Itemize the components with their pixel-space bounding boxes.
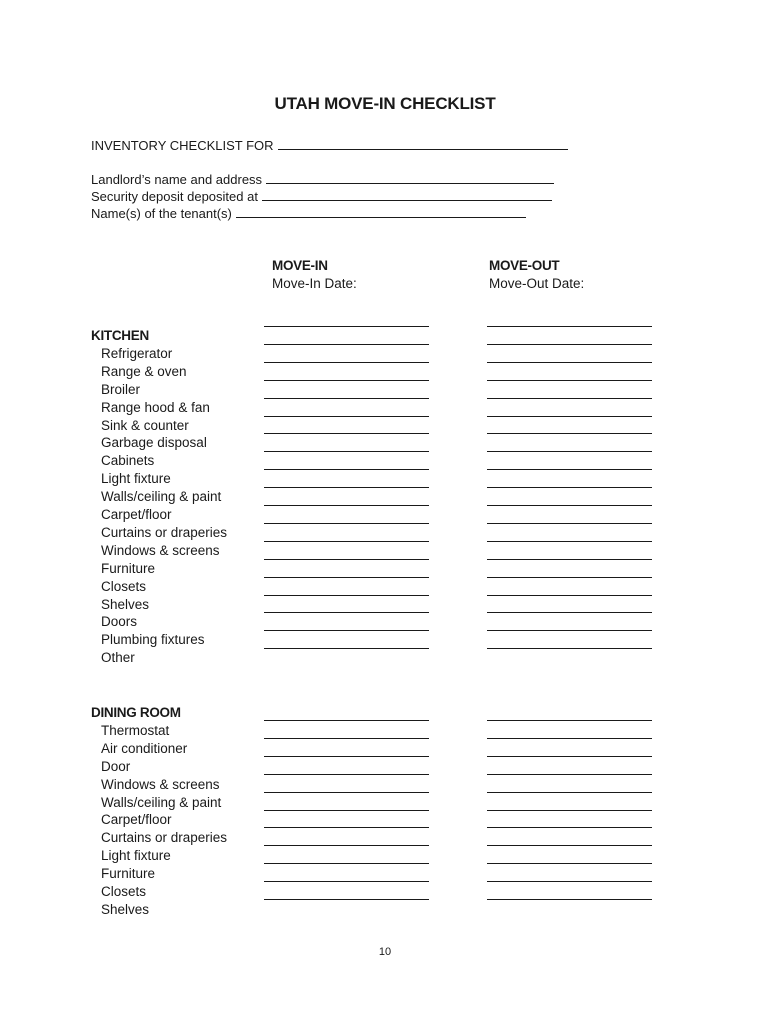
checklist-item: Light fixture (101, 471, 171, 486)
move-out-blank-line[interactable] (487, 523, 652, 524)
move-out-blank-line[interactable] (487, 380, 652, 381)
move-in-blank-line[interactable] (264, 362, 429, 363)
move-in-blank-line[interactable] (264, 881, 429, 882)
checklist-item: Curtains or draperies (101, 525, 228, 540)
move-in-blank-line[interactable] (264, 630, 429, 631)
move-out-blank-line[interactable] (487, 362, 652, 363)
checklist-item: Doors (101, 614, 138, 629)
checklist-item: Refrigerator (101, 346, 173, 361)
move-out-blank-line[interactable] (487, 845, 652, 846)
move-out-blank-line[interactable] (487, 398, 652, 399)
checklist-item: Shelves (101, 902, 150, 917)
checklist-item: Curtains or draperies (101, 830, 228, 845)
deposit-label: Security deposit deposited at (91, 189, 258, 204)
checklist-item: Carpet/floor (101, 812, 172, 827)
move-out-blank-line[interactable] (487, 899, 652, 900)
checklist-item: Range & oven (101, 364, 187, 379)
move-out-blank-line[interactable] (487, 827, 652, 828)
landlord-blank[interactable] (266, 183, 554, 184)
move-out-blank-line[interactable] (487, 810, 652, 811)
move-in-blank-line[interactable] (264, 756, 429, 757)
inventory-line (91, 138, 568, 153)
move-in-blank-line[interactable] (264, 612, 429, 613)
move-out-blank-line[interactable] (487, 416, 652, 417)
checklist-item: Range hood & fan (101, 400, 210, 415)
checklist-item: Thermostat (101, 723, 170, 738)
checklist-item: Walls/ceiling & paint (101, 489, 222, 504)
move-in-blank-line[interactable] (264, 810, 429, 811)
landlord-line (91, 172, 554, 187)
move-in-blank-line[interactable] (264, 433, 429, 434)
tenant-label: Name(s) of the tenant(s) (91, 206, 232, 221)
move-out-blank-line[interactable] (487, 433, 652, 434)
move-in-blank-line[interactable] (264, 559, 429, 560)
move-in-blank-line[interactable] (264, 774, 429, 775)
move-in-blank-line[interactable] (264, 326, 429, 327)
move-in-blank-line[interactable] (264, 648, 429, 649)
move-out-blank-line[interactable] (487, 326, 652, 327)
checklist-item: Furniture (101, 561, 156, 576)
move-in-blank-line[interactable] (264, 899, 429, 900)
checklist-item: Door (101, 759, 131, 774)
move-out-blank-line[interactable] (487, 541, 652, 542)
checklist-item: Garbage disposal (101, 435, 207, 450)
checklist-item: Other (101, 650, 135, 665)
move-out-blank-line[interactable] (487, 648, 652, 649)
move-out-blank-line[interactable] (487, 595, 652, 596)
move-in-blank-line[interactable] (264, 451, 429, 452)
move-out-blank-line[interactable] (487, 881, 652, 882)
checklist-item: Walls/ceiling & paint (101, 795, 222, 810)
move-in-heading: MOVE-IN (272, 258, 328, 273)
tenant-blank[interactable] (236, 217, 526, 218)
section-title: KITCHEN (91, 328, 149, 343)
checklist-item: Cabinets (101, 453, 155, 468)
move-in-date-label: Move-In Date: (272, 276, 357, 291)
move-in-blank-line[interactable] (264, 827, 429, 828)
move-in-blank-line[interactable] (264, 505, 429, 506)
checklist-item: Furniture (101, 866, 156, 881)
move-out-blank-line[interactable] (487, 612, 652, 613)
checklist-item: Closets (101, 884, 147, 899)
move-out-blank-line[interactable] (487, 792, 652, 793)
move-out-blank-line[interactable] (487, 863, 652, 864)
move-out-blank-line[interactable] (487, 756, 652, 757)
move-in-blank-line[interactable] (264, 863, 429, 864)
move-out-blank-line[interactable] (487, 774, 652, 775)
checklist-item: Plumbing fixtures (101, 632, 205, 647)
page-number: 10 (378, 946, 392, 958)
checklist-item: Windows & screens (101, 777, 220, 792)
move-in-blank-line[interactable] (264, 541, 429, 542)
move-out-date-label: Move-Out Date: (489, 276, 585, 291)
move-out-blank-line[interactable] (487, 505, 652, 506)
move-in-blank-line[interactable] (264, 738, 429, 739)
document-title: UTAH MOVE-IN CHECKLIST (274, 94, 496, 113)
section-title: DINING ROOM (91, 705, 181, 720)
move-out-blank-line[interactable] (487, 451, 652, 452)
move-in-blank-line[interactable] (264, 398, 429, 399)
checklist-item: Air conditioner (101, 741, 188, 756)
checklist-item: Light fixture (101, 848, 171, 863)
move-in-blank-line[interactable] (264, 792, 429, 793)
move-in-blank-line[interactable] (264, 577, 429, 578)
move-in-blank-line[interactable] (264, 380, 429, 381)
move-in-blank-line[interactable] (264, 469, 429, 470)
deposit-blank[interactable] (262, 200, 552, 201)
move-in-blank-line[interactable] (264, 845, 429, 846)
move-out-blank-line[interactable] (487, 720, 652, 721)
checklist-item: Closets (101, 579, 147, 594)
move-out-blank-line[interactable] (487, 577, 652, 578)
move-out-blank-line[interactable] (487, 738, 652, 739)
inventory-label: INVENTORY CHECKLIST FOR (91, 138, 274, 153)
checklist-item: Broiler (101, 382, 141, 397)
checklist-item: Sink & counter (101, 418, 189, 433)
landlord-label: Landlord’s name and address (91, 172, 263, 187)
tenant-line (91, 206, 526, 221)
move-in-blank-line[interactable] (264, 523, 429, 524)
move-in-blank-line[interactable] (264, 344, 429, 345)
deposit-line (91, 189, 552, 204)
move-out-blank-line[interactable] (487, 469, 652, 470)
move-in-blank-line[interactable] (264, 595, 429, 596)
move-out-blank-line[interactable] (487, 487, 652, 488)
move-in-blank-line[interactable] (264, 720, 429, 721)
move-out-heading: MOVE-OUT (489, 258, 560, 273)
checklist-item: Windows & screens (101, 543, 220, 558)
move-in-blank-line[interactable] (264, 487, 429, 488)
checklist-item: Carpet/floor (101, 507, 172, 522)
move-out-blank-line[interactable] (487, 630, 652, 631)
move-out-blank-line[interactable] (487, 344, 652, 345)
inventory-blank[interactable] (278, 149, 568, 150)
move-out-blank-line[interactable] (487, 559, 652, 560)
checklist-item: Shelves (101, 597, 150, 612)
move-in-blank-line[interactable] (264, 416, 429, 417)
